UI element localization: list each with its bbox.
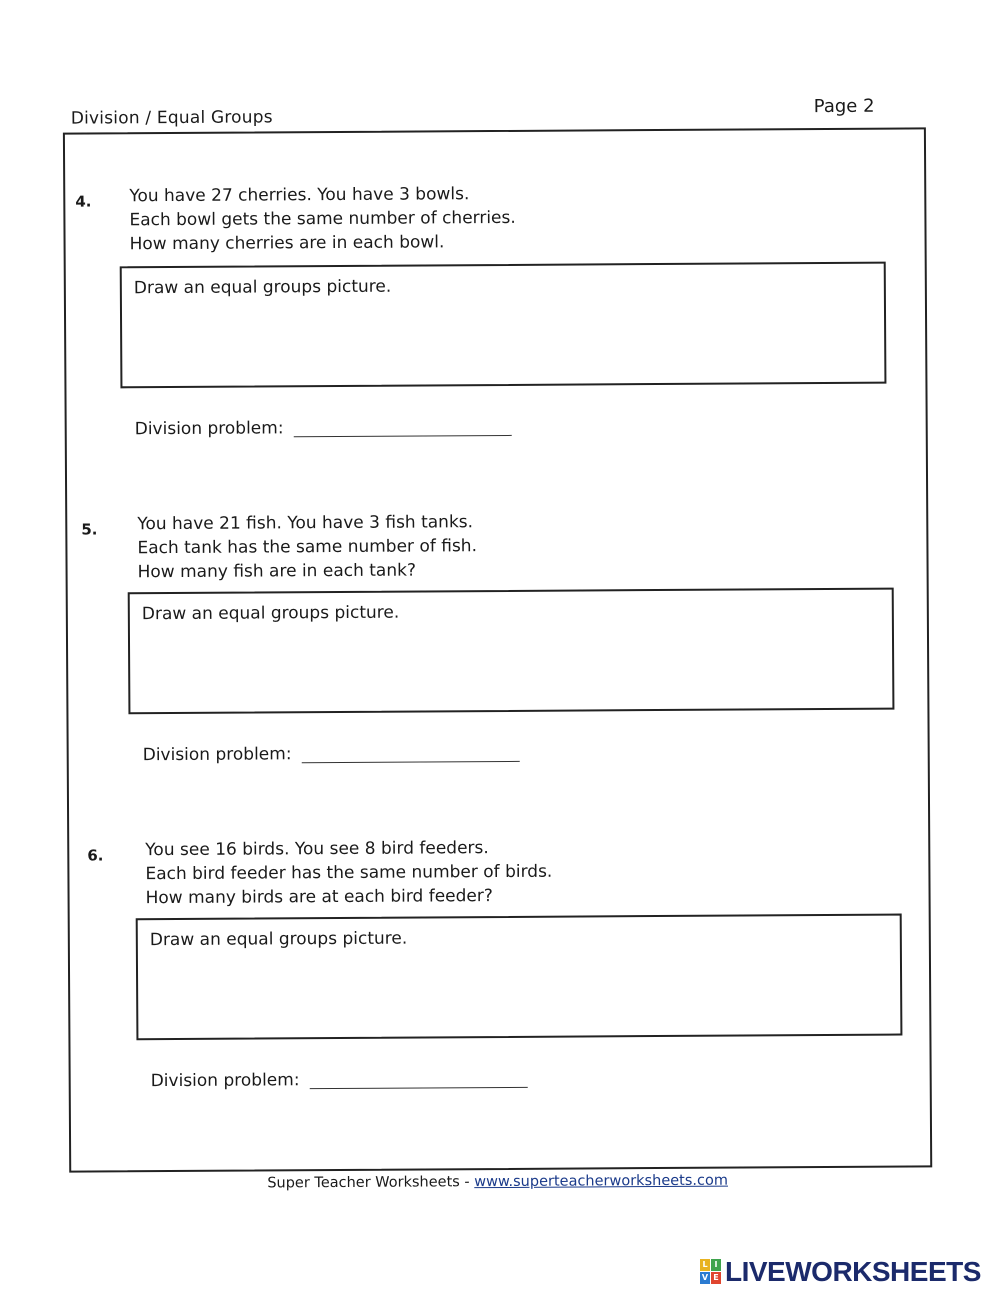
questions-frame bbox=[63, 127, 932, 1172]
draw-picture-box[interactable] bbox=[136, 914, 903, 1041]
division-problem-row bbox=[135, 417, 512, 439]
logo-block: E bbox=[711, 1272, 721, 1284]
draw-picture-label: Draw an equal groups picture. bbox=[133, 276, 392, 299]
division-problem-row bbox=[151, 1069, 528, 1091]
logo-block: V bbox=[701, 1273, 709, 1282]
footer-website-link[interactable]: www.superteacherworksheets.com bbox=[474, 1172, 729, 1191]
question-4 bbox=[65, 129, 924, 440]
question-line: Each bowl gets the same number of cherries. bbox=[129, 207, 516, 231]
question-line: Each bird feeder has the same number of birds. bbox=[145, 861, 553, 885]
question-text bbox=[145, 836, 552, 910]
worksheet-title: Division / Equal Groups bbox=[70, 107, 273, 129]
question-line: How many fish are in each tank? bbox=[137, 560, 417, 583]
question-line: How many birds are at each bird feeder? bbox=[145, 886, 493, 909]
draw-picture-label: Draw an equal groups picture. bbox=[141, 602, 400, 625]
question-number: 6. bbox=[87, 846, 104, 865]
question-line: You see 16 birds. You see 8 bird feeders. bbox=[145, 838, 489, 861]
footer-prefix: Super Teacher Worksheets - bbox=[267, 1174, 475, 1192]
division-problem-label: Division problem: bbox=[150, 1070, 300, 1092]
question-line: Each tank has the same number of fish. bbox=[137, 536, 478, 559]
division-answer-blank[interactable] bbox=[302, 760, 520, 763]
division-problem-row bbox=[143, 743, 520, 765]
logo-block: I bbox=[711, 1259, 721, 1271]
division-answer-blank[interactable] bbox=[310, 1086, 528, 1089]
question-line: How many cherries are in each bowl. bbox=[129, 232, 445, 255]
question-number: 5. bbox=[81, 520, 98, 539]
question-text bbox=[137, 510, 477, 584]
draw-picture-label: Draw an equal groups picture. bbox=[149, 928, 408, 951]
liveworksheets-brand[interactable] bbox=[700, 1256, 981, 1288]
question-line: You have 21 fish. You have 3 fish tanks. bbox=[137, 512, 474, 535]
division-answer-blank[interactable] bbox=[294, 434, 512, 437]
footer-credit bbox=[267, 1173, 728, 1192]
logo-block: L bbox=[700, 1259, 710, 1271]
question-number: 4. bbox=[75, 192, 92, 211]
draw-picture-box[interactable] bbox=[120, 262, 887, 389]
question-line: You have 27 cherries. You have 3 bowls. bbox=[129, 184, 470, 207]
draw-picture-box[interactable] bbox=[128, 588, 895, 715]
brand-name: LIVEWORKSHEETS bbox=[725, 1256, 981, 1287]
question-text bbox=[129, 182, 516, 256]
division-problem-label: Division problem: bbox=[142, 744, 292, 766]
liveworksheets-logo-icon bbox=[700, 1259, 722, 1285]
division-problem-label: Division problem: bbox=[134, 418, 284, 440]
page-number: Page 2 bbox=[813, 95, 875, 118]
